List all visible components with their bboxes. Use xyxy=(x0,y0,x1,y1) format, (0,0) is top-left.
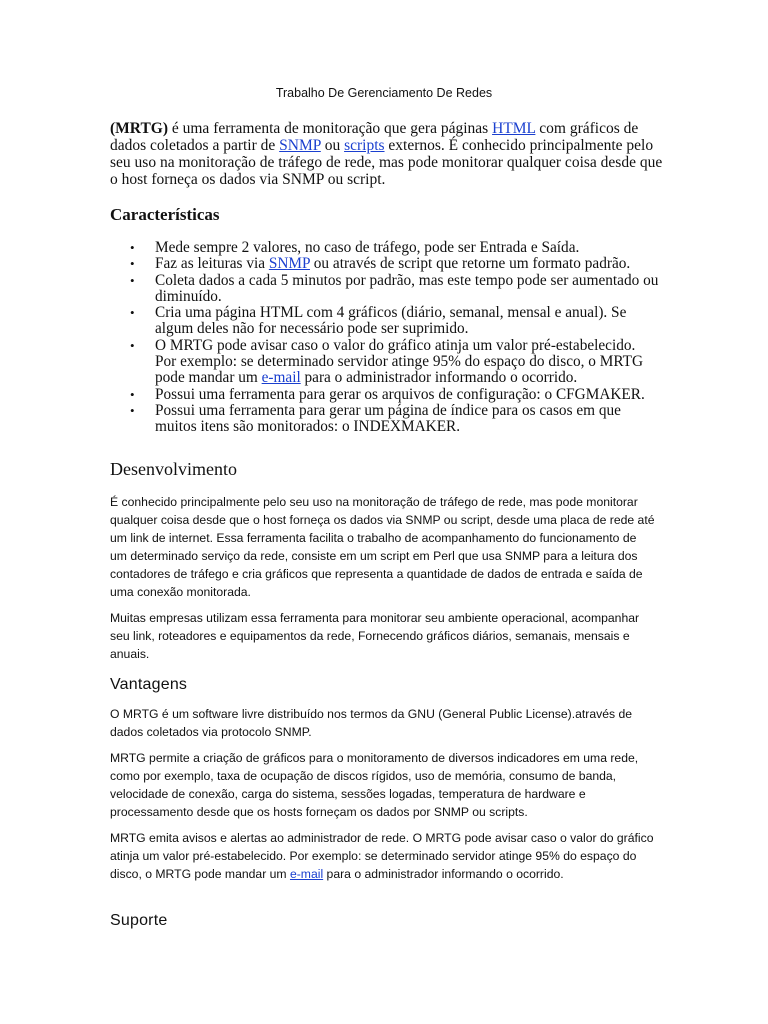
intro-text-2: com gráficos de dados coletados a partir de xyxy=(110,120,639,154)
list-item-text: O MRTG pode avisar caso o valor do gráfico atinja um valor pré-estabelecido. Por exemplo: se determinado servidor atinge 95% do espaço do disco, o MRTG pode mandar um xyxy=(155,336,644,387)
snmp-link[interactable]: SNMP xyxy=(268,255,310,273)
list-item xyxy=(110,273,660,306)
vantagens-paragraph-2: MRTG permite a criação de gráficos para o monitoramento de diversos indicadores em uma rede, como por exemplo, taxa de ocupação de discos rígidos, uso de memória, consumo de banda, velocidade de conexão, carga do sistema, sessões logadas, temperatura de hardware e processamento desde que os hosts forneçam os dados por SNMP ou scripts. xyxy=(110,751,639,819)
list-item-text: Mede sempre 2 valores, no caso de tráfego, pode ser Entrada e Saída. xyxy=(155,239,580,256)
list-item-text: Coleta dados a cada 5 minutos por padrão, mas este tempo pode ser aumentado ou diminuído. xyxy=(155,271,659,305)
list-item-text: para o administrador informando o ocorrido. xyxy=(300,369,578,387)
bullet-icon: • xyxy=(130,240,135,255)
vantagens-paragraph-1: O MRTG é um software livre distribuído nos termos da GNU (General Public License).através de dados coletados via protocolo SNMP. xyxy=(110,707,633,739)
vantagens-text: MRTG emita avisos e alertas ao administrador de rede. O MRTG pode avisar caso o valor do gráfico atinja um valor pré-estabelecido. Por exemplo: se determinado servidor atinge 95% do espaço do disco, o MRTG pode mandar um xyxy=(110,831,654,881)
vantagens-heading: Vantagens xyxy=(110,676,188,693)
vantagens-text: para o administrador informando o ocorrido. xyxy=(323,866,564,881)
list-item-text: ou através de script que retorne um formato padrão. xyxy=(309,255,631,273)
list-item-text: Cria uma página HTML com 4 gráficos (diário, semanal, mensal e anual). Se algum deles não for necessário pode ser suprimido. xyxy=(155,304,627,338)
bullet-icon: • xyxy=(130,272,135,288)
list-item xyxy=(110,403,660,436)
email-link[interactable]: e-mail xyxy=(261,369,301,387)
bullet-icon: • xyxy=(130,256,135,272)
bullet-icon: • xyxy=(130,402,135,418)
bullet-icon: • xyxy=(130,337,135,353)
scripts-link[interactable]: scripts xyxy=(344,137,385,154)
vantagens-paragraph-3 xyxy=(110,830,655,884)
bullet-icon: • xyxy=(130,305,135,321)
list-item xyxy=(110,305,660,338)
intro-text-1: é uma ferramenta de monitoração que gera páginas xyxy=(168,120,493,137)
desenvolvimento-paragraph-2: Muitas empresas utilizam essa ferramenta para monitorar seu ambiente operacional, acompanhar seu link, roteadores e equipamentos da rede, Fornecendo gráficos diários, semanais, mensais e anuais. xyxy=(110,611,640,661)
list-item-text: Faz as leituras via xyxy=(155,255,269,273)
list-item xyxy=(110,240,660,256)
email-link[interactable]: e-mail xyxy=(289,866,324,881)
list-item xyxy=(110,338,660,387)
list-item-text: Possui uma ferramenta para gerar um página de índice para os casos em que muitos itens são monitorados: o INDEXMAKER. xyxy=(155,401,621,436)
list-item xyxy=(110,256,660,272)
suporte-heading: Suporte xyxy=(110,912,168,929)
list-item-text: Possui uma ferramenta para gerar os arquivos de configuração: o CFGMAKER. xyxy=(155,385,645,403)
intro-text-3: ou xyxy=(320,137,345,154)
intro-paragraph xyxy=(110,120,665,188)
intro-text-4: externos. É conhecido principalmente pelo seu uso na monitoração de tráfego de rede, mas pode monitorar qualquer coisa desde que o host forneça os dados via SNMP ou script. xyxy=(110,137,663,188)
document-title: Trabalho De Gerenciamento De Redes xyxy=(275,86,493,100)
intro-term: (MRTG) xyxy=(110,120,168,137)
desenvolvimento-heading: Desenvolvimento xyxy=(110,459,237,479)
html-link[interactable]: HTML xyxy=(492,120,536,137)
caracteristicas-list xyxy=(110,240,660,436)
caracteristicas-heading: Características xyxy=(110,205,220,224)
list-item xyxy=(110,387,660,403)
snmp-link[interactable]: SNMP xyxy=(279,137,321,154)
desenvolvimento-paragraph-1: É conhecido principalmente pelo seu uso na monitoração de tráfego de rede, mas pode monitorar qualquer coisa desde que o host forneça os dados via SNMP ou script, desde uma placa de rede até um link de internet. Essa ferramenta facilita o trabalho de acompanhamento do funcionamento de um determinado serviço da rede, consiste em um script em Perl que usa SNMP para a leitura dos contadores de tráfego e cria gráficos que representa a quantidade de dados de entrada e saída de uma conexão monitorada. xyxy=(110,495,655,599)
bullet-icon: • xyxy=(130,386,135,402)
